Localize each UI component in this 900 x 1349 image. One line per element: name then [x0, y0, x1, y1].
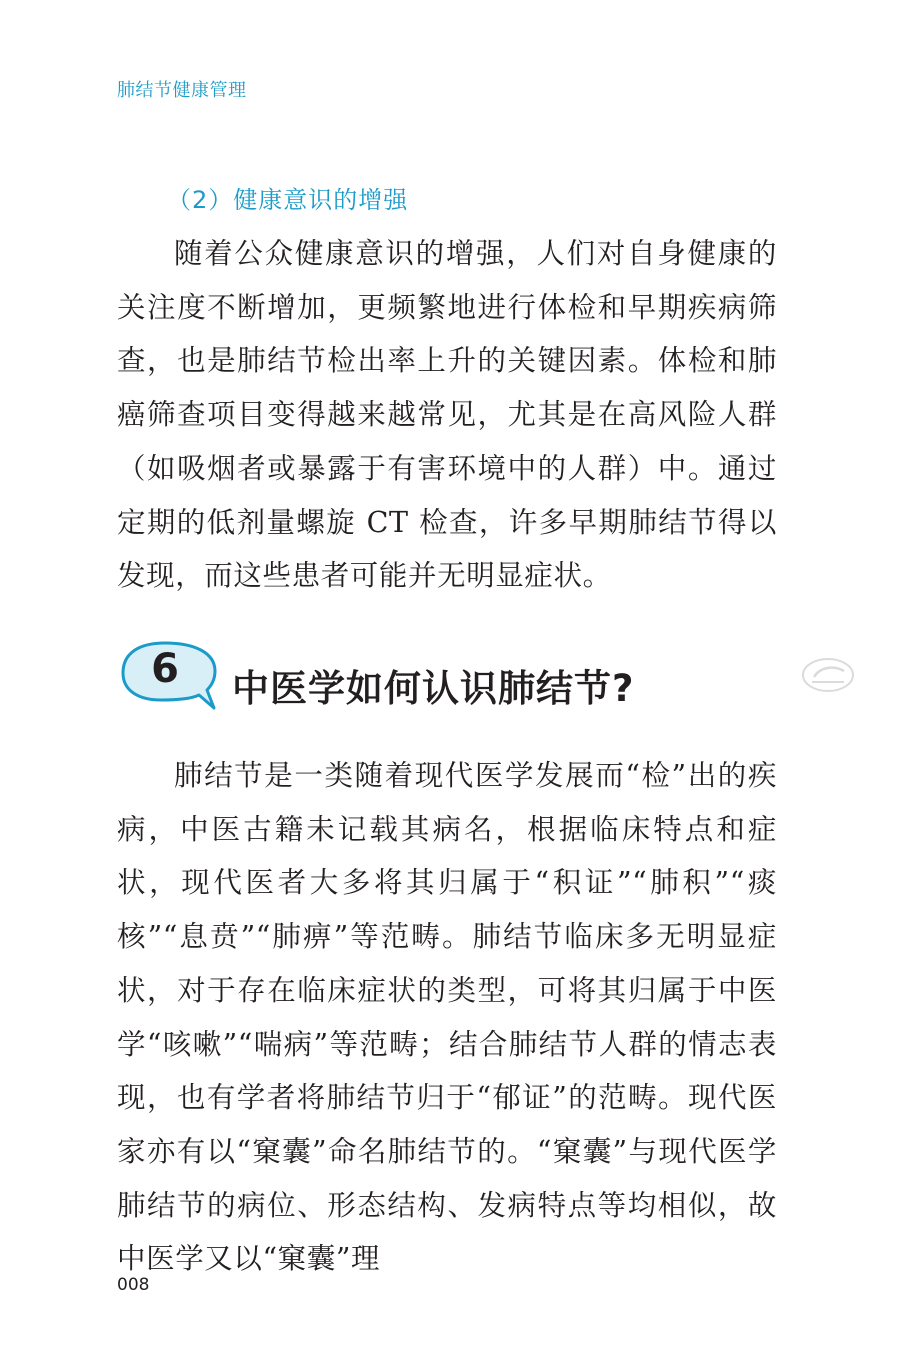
- page-number: 008: [117, 1275, 150, 1295]
- body-paragraph: 随着公众健康意识的增强，人们对自身健康的关注度不断增加，更频繁地进行体检和早期疾病筛查，也是肺结节检出率上升的关键因素。体检和肺癌筛查项目变得越来越常见，尤其是在高风险人群（如吸烟者或暴露于有害环境中的人群）中。通过定期的低剂量螺旋 CT 检查，许多早期肺结节得以发现，而这些患者可能并无明显症状。: [117, 237, 777, 593]
- subsection-heading: （2）健康意识的增强: [167, 186, 409, 214]
- publisher-logo-watermark: [800, 655, 856, 695]
- section-title: 中医学如何认识肺结节?: [232, 667, 635, 710]
- running-header: 肺结节健康管理: [117, 80, 247, 101]
- section-number: 6: [151, 646, 179, 692]
- section-heading: [117, 640, 777, 720]
- body-paragraph: 肺结节是一类随着现代医学发展而“检”出的疾病，中医古籍未记载其病名，根据临床特点和症状，现代医者大多将其归属于“积证”“肺积”“痰核”“息贲”“肺痹”等范畴。肺结节临床多无明显症状，对于存在临床症状的类型，可将其归属于中医学“咳嗽”“喘病”等范畴；结合肺结节人群的情志表现，也有学者将肺结节归于“郁证”的范畴。现代医家亦有以“窠囊”命名肺结节的。“窠囊”与现代医学肺结节的病位、形态结构、发病特点等均相似，故中医学又以“窠囊”理: [117, 759, 777, 1276]
